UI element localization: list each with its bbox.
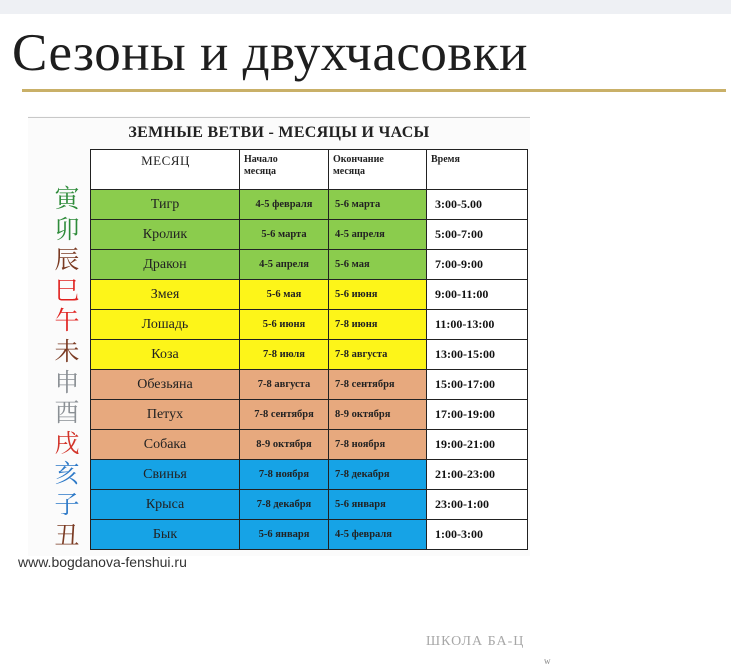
- time-cell: 21:00-23:00: [427, 460, 528, 490]
- time-cell: 5:00-7:00: [427, 220, 528, 250]
- month-end-cell: 4-5 апреля: [329, 220, 427, 250]
- table-row: [91, 310, 528, 340]
- month-start-cell: 5-6 июня: [240, 310, 329, 340]
- month-end-cell: 7-8 декабря: [329, 460, 427, 490]
- header-start-line2: месяца: [244, 166, 276, 177]
- earthly-branches-column: [44, 149, 90, 550]
- branch-glyph: 巳: [54, 275, 80, 305]
- header-end: [329, 150, 427, 190]
- header-row: [91, 150, 528, 190]
- time-cell: 19:00-21:00: [427, 430, 528, 460]
- time-cell: 9:00-11:00: [427, 280, 528, 310]
- month-end-cell: 7-8 сентября: [329, 370, 427, 400]
- animal-name-cell: Тигр: [91, 190, 240, 220]
- table-title: ЗЕМНЫЕ ВЕТВИ - МЕСЯЦЫ И ЧАСЫ: [128, 124, 430, 141]
- month-end-cell: 8-9 октября: [329, 400, 427, 430]
- header-start: [240, 150, 329, 190]
- branch-glyph: 戌: [54, 428, 80, 458]
- time-cell: 17:00-19:00: [427, 400, 528, 430]
- branch-glyph: 丑: [54, 520, 80, 550]
- branch-glyph: 子: [54, 490, 80, 519]
- months-hours-table: [90, 149, 528, 550]
- month-end-cell: 4-5 февраля: [329, 520, 427, 550]
- table-row: [91, 340, 528, 370]
- table-row: [91, 430, 528, 460]
- table-row: [91, 400, 528, 430]
- animal-name-cell: Коза: [91, 340, 240, 370]
- time-cell: 1:00-3:00: [427, 520, 528, 550]
- animal-name-cell: Крыса: [91, 490, 240, 520]
- table-row: [91, 490, 528, 520]
- time-cell: 3:00-5.00: [427, 190, 528, 220]
- month-start-cell: 7-8 августа: [240, 370, 329, 400]
- month-end-cell: 7-8 августа: [329, 340, 427, 370]
- branch-glyph: 申: [54, 367, 80, 397]
- month-start-cell: 5-6 мая: [240, 280, 329, 310]
- animal-name-cell: Дракон: [91, 250, 240, 280]
- table-row: [91, 190, 528, 220]
- month-end-cell: 7-8 июня: [329, 310, 427, 340]
- table-row: [91, 280, 528, 310]
- header-month: МЕСЯЦ: [91, 150, 240, 190]
- animal-name-cell: Свинья: [91, 460, 240, 490]
- animal-name-cell: Обезьяна: [91, 370, 240, 400]
- table-row: [91, 520, 528, 550]
- slide-title: Сезоны и двухчасовки: [12, 24, 529, 82]
- time-cell: 15:00-17:00: [427, 370, 528, 400]
- source-url: www.bogdanova-fenshui.ru: [18, 554, 187, 570]
- top-strip: [0, 0, 731, 14]
- time-cell: 7:00-9:00: [427, 250, 528, 280]
- month-end-cell: 5-6 января: [329, 490, 427, 520]
- month-start-cell: 4-5 февраля: [240, 190, 329, 220]
- month-end-cell: 5-6 марта: [329, 190, 427, 220]
- header-time: Время: [427, 150, 528, 190]
- table-row: [91, 220, 528, 250]
- month-start-cell: 7-8 сентября: [240, 400, 329, 430]
- watermark-mark: w: [544, 656, 551, 666]
- table-row: [91, 250, 528, 280]
- animal-name-cell: Собака: [91, 430, 240, 460]
- branch-glyph: 辰: [54, 245, 80, 275]
- figure-top-rule: [28, 117, 530, 118]
- month-start-cell: 7-8 июля: [240, 340, 329, 370]
- branch-glyph: 酉: [54, 398, 80, 428]
- month-end-cell: 5-6 июня: [329, 280, 427, 310]
- branch-glyph: 寅: [54, 184, 80, 213]
- branch-glyph: 亥: [54, 459, 80, 489]
- animal-name-cell: Кролик: [91, 220, 240, 250]
- branch-glyph: 午: [54, 306, 80, 336]
- time-cell: 11:00-13:00: [427, 310, 528, 340]
- time-cell: 13:00-15:00: [427, 340, 528, 370]
- branch-glyph: 卯: [54, 214, 80, 244]
- month-start-cell: 7-8 ноября: [240, 460, 329, 490]
- branch-glyph: 未: [54, 337, 80, 366]
- header-start-line1: Начало: [244, 154, 278, 165]
- animal-name-cell: Лошадь: [91, 310, 240, 340]
- header-end-line2: месяца: [333, 166, 365, 177]
- watermark: ШКОЛА БА-Ц: [426, 634, 525, 649]
- table-row: [91, 460, 528, 490]
- month-end-cell: 5-6 мая: [329, 250, 427, 280]
- table-body: [91, 190, 528, 550]
- month-start-cell: 4-5 апреля: [240, 250, 329, 280]
- month-start-cell: 5-6 января: [240, 520, 329, 550]
- animal-name-cell: Бык: [91, 520, 240, 550]
- title-underline: [22, 89, 726, 92]
- header-end-line1: Окончание: [333, 154, 384, 165]
- month-end-cell: 7-8 ноября: [329, 430, 427, 460]
- month-start-cell: 8-9 октября: [240, 430, 329, 460]
- time-cell: 23:00-1:00: [427, 490, 528, 520]
- month-start-cell: 7-8 декабря: [240, 490, 329, 520]
- month-start-cell: 5-6 марта: [240, 220, 329, 250]
- table-row: [91, 370, 528, 400]
- animal-name-cell: Змея: [91, 280, 240, 310]
- animal-name-cell: Петух: [91, 400, 240, 430]
